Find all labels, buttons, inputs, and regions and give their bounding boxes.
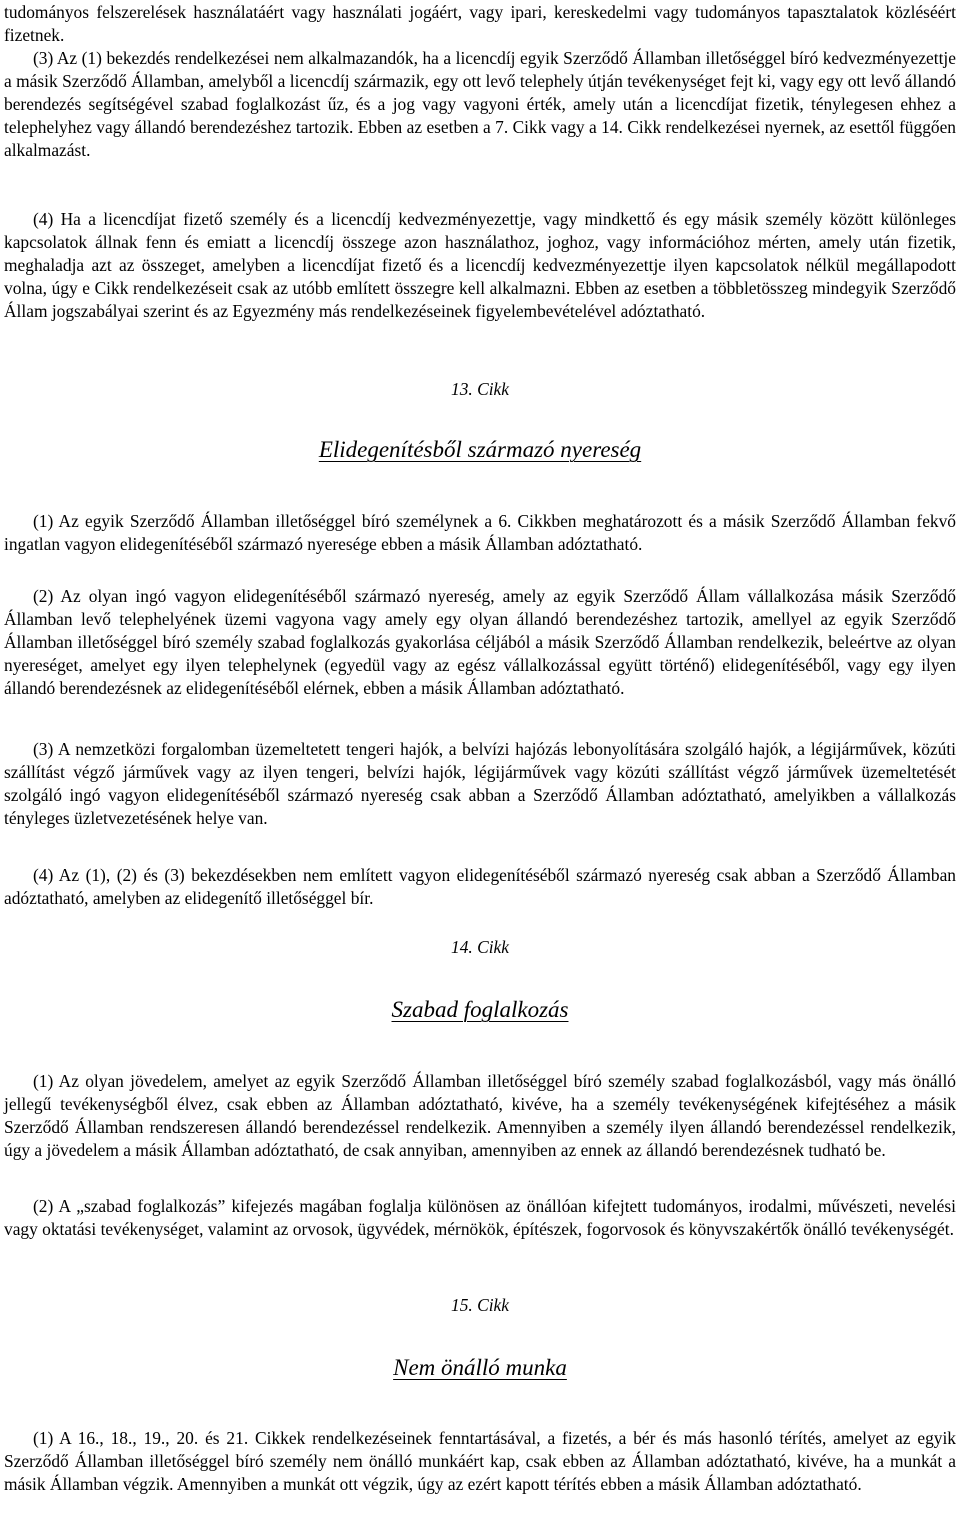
article-15-number: 15. Cikk xyxy=(451,1295,509,1315)
article-15-title: Nem önálló munka xyxy=(393,1355,567,1380)
paragraph-13-1: (1) Az egyik Szerződő Államban illetőséggel bíró személynek a 6. Cikkben meghatározott és a másik Szerződő Államban fekvő ingatlan vagyon elidegenítéséből származó nyeresége ebben a másik Államban adóztatható. xyxy=(4,511,956,555)
article-13-title: Elidegenítésből származó nyereség xyxy=(318,437,642,462)
article-14-number: 14. Cikk xyxy=(451,937,509,957)
paragraph-13-2: (2) Az olyan ingó vagyon elidegenítéséből származó nyereség, amely az egyik Szerződő Állam vállalkozása másik Szerződő Államban levő telephelyének üzemi vagyona vagy amely egy olyan állandó berendezéshez tartozik, amellyel az egyik Szerződő Államban illetőséggel bíró személy szabad foglalkozás gyakorlása céljából a másik Szerződő Államban rendelkezik, beleértve az olyan nyereséget, amelyet egy ilyen telephelynek (egyedül vagy az egész vállalkozással együtt történő) elidegenítéséből, vagy egy ilyen állandó berendezésnek az elidegenítéséből elérnek, ebben a másik Államban adóztatható. xyxy=(4,586,956,699)
article-14-title: Szabad foglalkozás xyxy=(391,997,569,1022)
paragraph-14-2: (2) A „szabad foglalkozás” kifejezés magában foglalja különösen az önállóan kifejtett tudományos, irodalmi, művészeti, nevelési vagy oktatási tevékenységet, valamint az orvosok, ügyvédek, mérnökök, építészek, fogorvosok és könyvszakértők önálló tevékenységét. xyxy=(4,1196,956,1240)
paragraph-14-1: (1) Az olyan jövedelem, amelyet az egyik Szerződő Államban illetőséggel bíró személy szabad foglalkozásból, vagy más önálló jellegű tevékenységből élvez, csak ebben az Államban adóztatható, kivéve, ha a személy tevékenységének kifejtéséhez a másik Szerződő Államban rendszeresen állandó berendezéssel rendelkezik. Amennyiben a személy ilyen állandó berendezéssel rendelkezik, úgy a jövedelem a másik Államban adóztatható, de csak annyiban, amennyiben az ennek az állandó berendezésnek tudható be. xyxy=(4,1071,956,1161)
paragraph-continuation: tudományos felszerelések használatáért vagy használati jogáért, vagy ipari, kereskedelmi vagy tudományos tapasztalatok közléséért fizetnek. xyxy=(4,2,956,46)
paragraph-13-4: (4) Az (1), (2) és (3) bekezdésekben nem említett vagyon elidegenítéséből származó nyereség csak abban a Szerződő Államban adóztatható, amelyben az elidegenítő illetőséggel bír. xyxy=(4,865,956,909)
paragraph-12-4: (4) Ha a licencdíjat fizető személy és a licencdíj kedvezményezettje, vagy mindkettő és egy másik személy között különleges kapcsolatok állnak fenn és emiatt a licencdíj összege azon használathoz, joghoz, vagy információhoz mérten, amely után fizetik, meghaladja azt az összeget, amelyben a licencdíjat fizető és a licencdíj kedvezményezettje ilyen kapcsolatok nélkül megállapodott volna, úgy e Cikk rendelkezéseit csak az utóbb említett összegre kell alkalmazni. Ebben az esetben a többletösszeg mindegyik Szerződő Állam jogszabályai szerint és az Egyezmény más rendelkezéseinek figyelembevételével adóztatható. xyxy=(4,209,956,322)
paragraph-12-3: (3) Az (1) bekezdés rendelkezései nem alkalmazandók, ha a licencdíj egyik Szerződő Államban illetőséggel bíró kedvezményezettje a másik Szerződő Államban, amelyből a licencdíj származik, egy ott levő telephely útján tevékenységet fejt ki, vagy egy ott levő állandó berendezés segítségével szabad foglalkozást űz, és a jog vagy vagyoni érték, amely után a licencdíjat fizetik, ténylegesen ehhez a telephelyhez vagy állandó berendezéshez tartozik. Ebben az esetben a 7. Cikk vagy a 14. Cikk rendelkezései nyernek, az esettől függően alkalmazást. xyxy=(4,48,956,161)
article-13-number: 13. Cikk xyxy=(451,379,509,399)
paragraph-13-3: (3) A nemzetközi forgalomban üzemeltetett tengeri hajók, a belvízi hajózás lebonyolítására szolgáló hajók, a légijárművek, közúti szállítást végző járművek vagy az ilyen tengeri, belvízi hajók, légijárművek vagy közúti szállítást végző járművek üzemeltetését szolgáló ingó vagyon elidegenítéséből származó nyereség csak abban a Szerződő Államban adóztatható, amelyikben a vállalkozás tényleges üzletvezetésének helye van. xyxy=(4,739,956,829)
paragraph-15-1: (1) A 16., 18., 19., 20. és 21. Cikkek rendelkezéseinek fenntartásával, a fizetés, a bér és más hasonló térítés, amelyet az egyik Szerződő Államban illetőséggel bíró személy nem önálló munkáért kap, csak ebben az Államban adóztatható, kivéve, ha a munkát a másik Államban végzik. Amennyiben a munkát ott végzik, úgy az ezért kapott térítés ebben a másik Államban adóztatható. xyxy=(4,1428,956,1495)
